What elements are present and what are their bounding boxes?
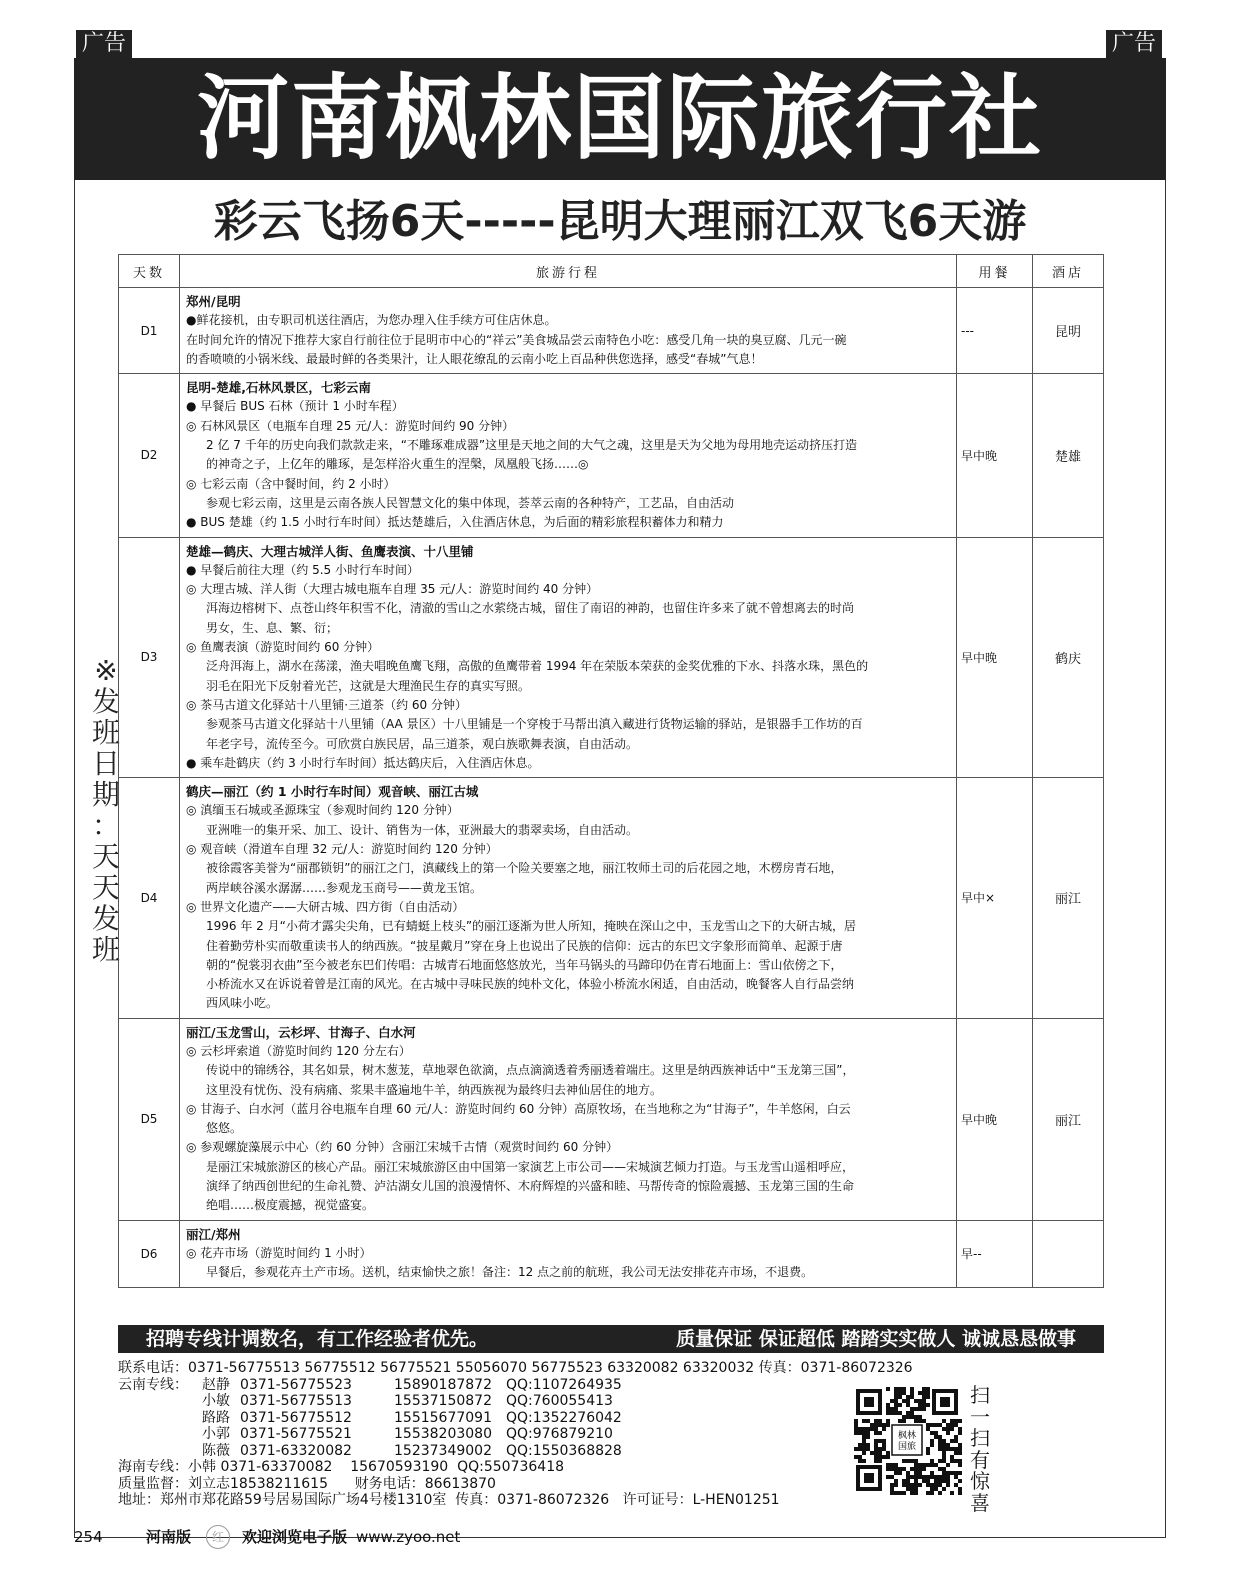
hainan-row: 海南专线：小韩 0371-63370082 15670593190 QQ:550736418	[118, 1459, 565, 1475]
itinerary-line: 的香喷喷的小锅米线、最最时鲜的各类果汁，让人眼花缭乱的云南小吃上百品种供您选择，感受“春城”气息！	[186, 351, 763, 366]
itinerary-line: ◎ 鱼鹰表演（游览时间约 60 分钟）	[186, 640, 380, 655]
itinerary-line: 演绎了纳西创世纪的生命礼赞、泸沽湖女儿国的浪漫情怀、木府辉煌的兴盛和睦、马帮传奇的惊险震撼、玉龙第三国的生命	[206, 1179, 855, 1194]
itinerary-line: 早餐后，参观花卉土产市场。送机，结束愉快之旅！备注：12 点之前的航班，我公司无法安排花卉市场，不退费。	[206, 1265, 814, 1280]
site-link[interactable]: www.zyoo.net	[356, 1528, 461, 1546]
table-header-row	[119, 255, 1104, 288]
header-meals: 用餐	[957, 255, 1033, 288]
page-number: 254	[74, 1528, 103, 1546]
hotel-cell: 昆明	[1033, 288, 1104, 374]
hotel-cell: 楚雄	[1033, 374, 1104, 537]
side-note-char: 天	[91, 871, 120, 904]
slogan-bar	[118, 1325, 1104, 1353]
side-note-char: ※	[94, 654, 118, 687]
hotel-cell: 丽江	[1033, 778, 1104, 1019]
itinerary-line: 这里没有忧伤、没有病痛、浆果丰盛遍地牛羊，纳西族视为最终归去神仙居住的地方。	[206, 1082, 663, 1097]
itinerary-line: ◎ 七彩云南（含中餐时间，约 2 小时）	[186, 476, 396, 491]
itinerary-line: 1996 年 2 月“小荷才露尖尖角，已有蜻蜓上枝头”的丽江逐渐为世人所知，掩映在深山之中，玉龙雪山之下的大研古城，居	[206, 919, 857, 934]
hotel-cell: 丽江	[1033, 1018, 1104, 1220]
qr-code[interactable]	[852, 1385, 962, 1495]
meals-cell: 早中×	[957, 778, 1033, 1019]
quality-row: 质量监督：刘立志18538211615 财务电话：86613870	[118, 1475, 496, 1492]
itinerary-row	[119, 374, 1104, 537]
itinerary-line: ◎ 甘海子、白水河（蓝月谷电瓶车自理 60 元/人：游览时间约 60 分钟）高原牧场，在当地称之为“甘海子”，牛羊悠闲，白云	[186, 1101, 851, 1116]
yunnan-agent-row: 陈薇 0371-63320082 15237349002 QQ:1550368828	[202, 1442, 622, 1459]
scan-char: 扫	[970, 1383, 990, 1407]
address-row: 地址：郑州市郑花路59号居易国际广场4号楼1310室 传真：0371-86072326 许可证号：L-HEN01251	[118, 1492, 780, 1508]
itinerary-line: 是丽江宋城旅游区的核心产品。丽江宋城旅游区由中国第一家演艺上市公司——宋城演艺倾力打造。与玉龙雪山遥相呼应，	[206, 1159, 855, 1174]
itinerary-line: ● 乘车赴鹤庆（约 3 小时行车时间）抵达鹤庆后，入住酒店休息。	[186, 755, 540, 770]
day-title: 楚雄—鹤庆、大理古城洋人街、鱼鹰表演、十八里铺	[186, 543, 474, 559]
side-note-char: 发	[91, 902, 120, 935]
qr-logo-text-1: 枫林	[897, 1431, 917, 1441]
itinerary-line: ◎ 云杉坪索道（游览时间约 120 分左右）	[186, 1043, 411, 1058]
itinerary-cell	[180, 778, 957, 1019]
itinerary-line: ●鲜花接机，由专职司机送往酒店，为您办理入住手续方可住店休息。	[186, 313, 557, 328]
hotel-cell	[1033, 1220, 1104, 1287]
phone-row: 联系电话：0371-56775513 56775512 56775521 55056070 56775523 63320082 63320032 传真：0371-86072326	[118, 1360, 913, 1376]
day-title: 丽江/玉龙雪山，云杉坪、甘海子、白水河	[186, 1024, 416, 1040]
itinerary-line: 被徐霞客美誉为“丽郡锁钥”的丽江之门，滇藏线上的第一个险关要塞之地，丽江牧师土司的后花园之地，木楞房青石地，	[206, 861, 843, 876]
company-banner: 河南枫林国际旅行社	[74, 58, 1166, 180]
day-cell: D1	[119, 288, 180, 374]
yunnan-agent-row: 路路 0371-56775512 15515677091 QQ:1352276042	[202, 1409, 622, 1426]
itinerary-line: 男女，生、息、繁、衍；	[206, 620, 339, 635]
scan-char: 一	[970, 1404, 990, 1429]
itinerary-line: 的神奇之子，上亿年的雕琢，是怎样浴火重生的涅槃，凤凰般飞扬……◎	[206, 457, 589, 472]
itinerary-line: 朝的“倪裳羽衣曲”至今被老东巴们传唱：古城青石地面悠悠放光，当年马锅头的马蹄印仍在青石地面上：雪山依傍之下，	[206, 957, 843, 972]
scan-char: 扫	[970, 1426, 990, 1450]
itinerary-line: 悠悠。	[206, 1121, 243, 1136]
itinerary-line: ◎ 世界文化遗产——大研古城、四方街（自由活动）	[186, 899, 465, 914]
itinerary-line: ● 早餐后前往大理（约 5.5 小时行车时间）	[186, 562, 419, 577]
day-cell: D2	[119, 374, 180, 537]
meals-cell: 早--	[957, 1220, 1033, 1287]
itinerary-row	[119, 778, 1104, 1019]
contact-block	[118, 1360, 913, 1509]
hotel-cell: 鹤庆	[1033, 537, 1104, 778]
itinerary-line: ◎ 参观螺旋藻展示中心（约 60 分钟）含丽江宋城千古情（观赏时间约 60 分钟）	[186, 1140, 619, 1155]
scan-char: 惊	[970, 1469, 990, 1493]
itinerary-line: 传说中的锦绣谷，其名如景，树木葱茏，草地翠色欲滴，点点滴滴透着秀丽透着端庄。这里是纳西族神话中“玉龙第三国”，	[206, 1063, 855, 1078]
itinerary-line: ◎ 石林风景区（电瓶车自理 25 元/人：游览时间约 90 分钟）	[186, 418, 515, 433]
recruit-slogan: 招聘专线计调数名，有工作经验者优先。	[146, 1328, 489, 1350]
meals-cell: 早中晚	[957, 537, 1033, 778]
meals-cell: ---	[957, 288, 1033, 374]
itinerary-line: 年老字号，流传至今。可欣赏白族民居，品三道茶，观白族歌舞表演，自由活动。	[206, 736, 639, 751]
scan-char: 喜	[970, 1490, 990, 1515]
day-cell: D5	[119, 1018, 180, 1220]
itinerary-row	[119, 288, 1104, 374]
tour-subtitle: 彩云飞扬6天-----昆明大理丽江双飞6天游	[213, 196, 1027, 247]
day-cell: D6	[119, 1220, 180, 1287]
itinerary-line: ◎ 大理古城、洋人街（大理古城电瓶车自理 35 元/人：游览时间约 40 分钟）	[186, 582, 599, 597]
edition-label: 河南版	[146, 1528, 192, 1546]
itinerary-line: 西风味小吃。	[206, 996, 279, 1011]
itinerary-line: ◎ 花卉市场（游览时间约 1 小时）	[186, 1245, 372, 1260]
itinerary-line: ● BUS 楚雄（约 1.5 小时行车时间）抵达楚雄后，入住酒店休息，为后面的精彩旅程积蓄体力和精力	[186, 515, 724, 530]
itinerary-line: 亚洲唯一的集开采、加工、设计、销售为一体，亚洲最大的翡翠卖场，自由活动。	[206, 822, 639, 837]
yunnan-agent-row: 小敏 0371-56775513 15537150872 QQ:760055413	[202, 1393, 613, 1409]
itinerary-row	[119, 537, 1104, 778]
itinerary-cell	[180, 537, 957, 778]
header-itinerary: 旅游行程	[180, 255, 957, 288]
itinerary-line: 参观茶马古道文化驿站十八里铺（AA 景区）十八里铺是一个穿梭于马帮出滇入藏进行货物运输的驿站，是银器手工作坊的百	[206, 717, 863, 732]
itinerary-line: 在时间允许的情况下推荐大家自行前往位于昆明市中心的“祥云”美食城品尝云南特色小吃：感受几角一块的臭豆腐、几元一碗	[186, 332, 847, 347]
side-note-char: 班	[91, 716, 120, 749]
yunnan-agent-row: 小郭 0371-56775521 15538203080 QQ:976879210	[202, 1426, 613, 1442]
itinerary-line: 小桥流水又在诉说着曾是江南的风光。在古城中寻味民族的纯朴文化，体验小桥流水闲适，自由活动，晚餐客人自行品尝纳	[206, 977, 855, 992]
day-cell: D3	[119, 537, 180, 778]
day-title: 郑州/昆明	[186, 294, 241, 309]
itinerary-cell	[180, 288, 957, 374]
itinerary-row	[119, 1018, 1104, 1220]
itinerary-line: 2 亿 7 千年的历史向我们款款走来，“不雕琢难成器”这里是天地之间的大气之魂，这里是天为父地为母用地壳运动挤压打造	[206, 438, 858, 453]
side-note-char: 期	[91, 778, 120, 811]
day-title: 丽江/郑州	[186, 1226, 241, 1242]
side-note-char: ：	[91, 809, 120, 842]
itinerary-cell	[180, 374, 957, 537]
logo-icon: 红	[206, 1525, 230, 1549]
side-note-char: 发	[91, 685, 120, 718]
itinerary-cell	[180, 1018, 957, 1220]
scan-prompt	[968, 1385, 992, 1514]
itinerary-line: 参观七彩云南，这里是云南各族人民智慧文化的集中体现，荟萃云南的各种特产，工艺品，自由活动	[206, 495, 735, 510]
yunnan-agent-row: 云南专线： 赵静 0371-56775523 15890187872 QQ:1107264935	[118, 1376, 622, 1393]
itinerary-line: ● 早餐后 BUS 石林（预计 1 小时车程）	[186, 399, 404, 414]
qr-logo-text-2: 国旅	[897, 1442, 917, 1452]
day-title: 昆明-楚雄,石林风景区，七彩云南	[186, 380, 371, 396]
itinerary-line: ◎ 观音峡（滑道车自理 32 元/人：游览时间约 120 分钟）	[186, 842, 498, 857]
itinerary-table	[118, 254, 1104, 1288]
itinerary-line: 洱海边榕树下、点苍山终年积雪不化，清澈的雪山之水萦绕古城，留住了南诏的神韵，也留住许多来了就不曾想离去的时尚	[206, 601, 855, 616]
meals-cell: 早中晚	[957, 374, 1033, 537]
itinerary-line: 泛舟洱海上，湖水在荡漾，渔夫唱晚鱼鹰飞翔，高傲的鱼鹰带着 1994 年在荣版本荣获的金奖优雅的下水、抖落水珠，黑色的	[206, 659, 869, 674]
day-cell: D4	[119, 778, 180, 1019]
quality-slogan: 质量保证 保证超低 踏踏实实做人 诚诚恳恳做事	[676, 1328, 1076, 1350]
itinerary-cell	[180, 1220, 957, 1287]
ad-tag-left: 广告	[76, 30, 132, 58]
itinerary-line: ◎ 滇缅玉石城或圣源珠宝（参观时间约 120 分钟）	[186, 803, 459, 818]
ad-tag-right: 广告	[1106, 30, 1162, 58]
itinerary-line: 绝唱……极度震撼，视觉盛宴。	[206, 1198, 375, 1213]
itinerary-row	[119, 1220, 1104, 1287]
itinerary-line: 羽毛在阳光下反射着光芒，这就是大理渔民生存的真实写照。	[206, 678, 531, 693]
header-day: 天数	[119, 255, 180, 288]
meals-cell: 早中晚	[957, 1018, 1033, 1220]
day-title: 鹤庆—丽江（约 1 小时行车时间）观音峡、丽江古城	[186, 784, 479, 800]
itinerary-line: 住着勤劳朴实而敬重读书人的纳西族。“披星戴月”穿在身上也说出了民族的信仰：远古的东巴文字象形而简单、起源于唐	[206, 938, 843, 953]
itinerary-line: ◎ 茶马古道文化驿站十八里铺·三道茶（约 60 分钟）	[186, 697, 467, 712]
header-hotel: 酒店	[1033, 255, 1104, 288]
scan-char: 有	[970, 1447, 990, 1472]
side-note-char: 日	[91, 747, 120, 780]
itinerary-line: 两岸峡谷溪水潺潺……参观龙玉商号——黄龙玉馆。	[206, 880, 483, 895]
side-note-char: 天	[91, 840, 120, 873]
welcome-text: 欢迎浏览电子版	[242, 1528, 348, 1546]
side-note-char: 班	[91, 933, 120, 966]
